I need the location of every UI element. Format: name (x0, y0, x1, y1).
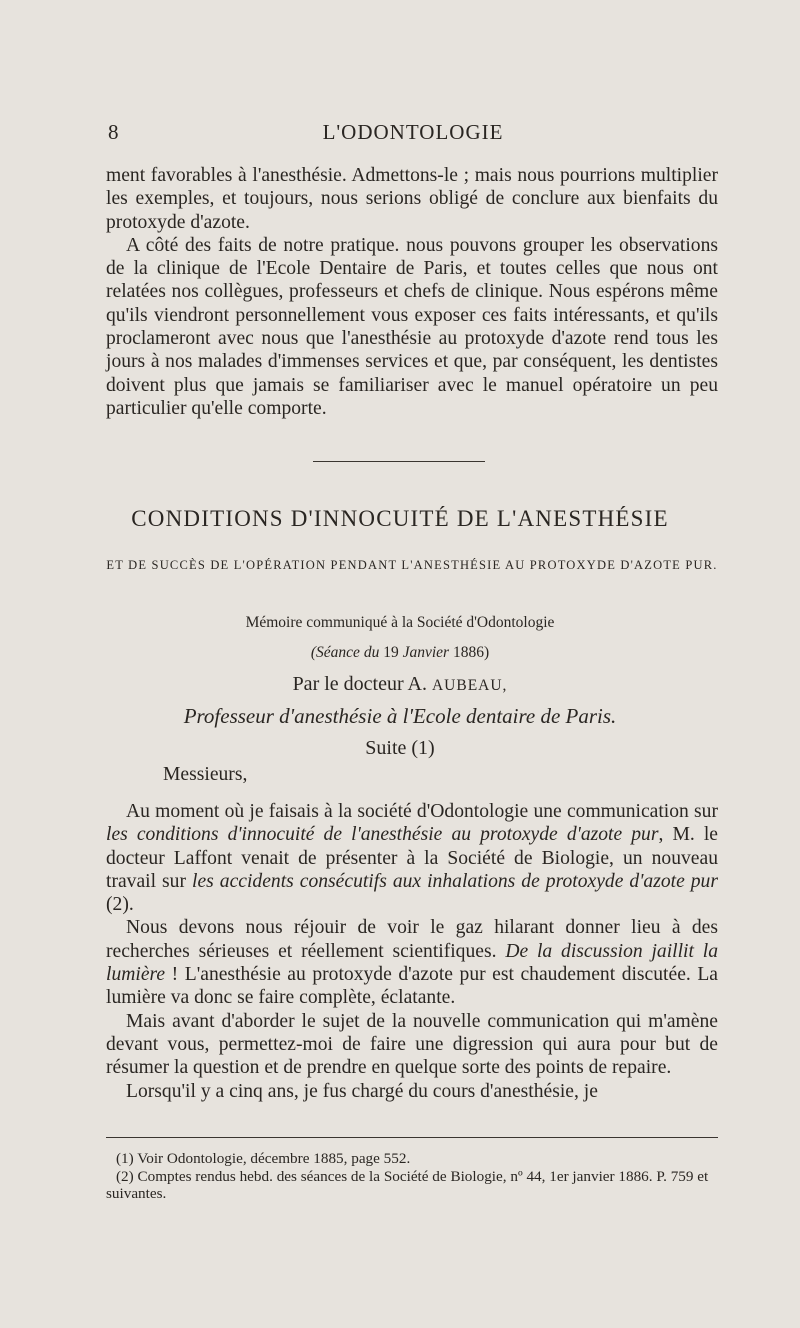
running-title: L'ODONTOLOGIE (322, 120, 504, 144)
italic-run: les accidents consécutifs aux inhalations de protoxyde d'azote pur (192, 870, 718, 892)
section-divider (313, 461, 485, 462)
footnote-2: (2) Comptes rendus hebd. des séances de la Société de Biologie, nº 44, 1er janvier 1886. P. 759 et suivantes. (106, 1167, 709, 1202)
salutation: Messieurs, (163, 764, 248, 785)
author-name: AUBEAU, (431, 677, 508, 694)
seance-month: Janvier (398, 644, 453, 661)
main-paragraph-1 (106, 800, 718, 916)
text-run: ! L'anesthésie au protoxyde d'azote pur est chaudement discutée. La lumière va donc se faire complète, éclatante. (106, 964, 718, 1009)
seance-date: 19 (383, 644, 399, 661)
text-run: , M. le docteur Laffont venait de présenter à la Société de Biologie, un nouveau travail sur (106, 824, 719, 892)
seance-line (80, 644, 720, 662)
italic-run: De la discussion jaillit la lumière (106, 940, 719, 986)
memoire-line: Mémoire communiqué à la Société d'Odontologie (245, 614, 555, 631)
suite-note: Suite (1) (365, 737, 435, 759)
seance-open: (Séance du (310, 644, 384, 661)
main-paragraph-3: Mais avant d'aborder le sujet de la nouvelle communication qui m'amène devant vous, permettez-moi de faire une digression qui aura pour but de résumer la question et de prendre en quelque sorte des points de repaire. (106, 1010, 718, 1079)
author-line (80, 673, 720, 696)
seance-year: 1886) (452, 644, 490, 661)
page-header (108, 120, 718, 150)
intro-text (106, 164, 718, 420)
intro-paragraph-1: ment favorables à l'anesthésie. Admettons-le ; mais nous pourrions multiplier les exemples, et toujours, nous serions obligé de conclure aux bienfaits du protoxyde d'azote. (106, 165, 718, 233)
main-paragraph-2 (106, 916, 718, 1009)
main-text (106, 800, 718, 1103)
author-prefix: Par le docteur A. (292, 673, 432, 695)
author-profession: Professeur d'anesthésie à l'Ecole dentaire de Paris. (183, 704, 617, 728)
article-subtitle: ET DE SUCCÈS DE L'OPÉRATION PENDANT L'ANESTHÉSIE AU PROTOXYDE D'AZOTE PUR. (106, 558, 718, 572)
text-run: (2). (106, 894, 134, 916)
footnote-1: (1) Voir Odontologie, décembre 1885, page 552. (116, 1150, 411, 1167)
main-paragraph-4: Lorsqu'il y a cinq ans, je fus chargé du cours d'anesthésie, je (126, 1080, 598, 1102)
text-run: Au moment où je faisais à la société d'Odontologie une communication sur (126, 801, 718, 822)
page-number: 8 (108, 120, 120, 144)
footnotes (106, 1150, 718, 1203)
intro-paragraph-2: A côté des faits de notre pratique. nous pouvons grouper les observations de la clinique de l'Ecole Dentaire de Paris, et toutes celles que nous ont relatées nos collègues, professeurs et chefs de clinique. Nous espérons même qu'ils viendront personnellement vous exposer ces faits intéressants, et qu'ils proclameront avec nous que l'anesthésie au protoxyde d'azote rend tous les jours à nos malades d'immenses services et que, par conséquent, les dentistes doivent plus que jamais se familiariser avec le manuel opératoire un peu particulier qu'elle comporte. (106, 234, 718, 419)
footnote-divider (106, 1137, 718, 1138)
article-title: CONDITIONS D'INNOCUITÉ DE L'ANESTHÉSIE (131, 506, 669, 531)
italic-run: les conditions d'innocuité de l'anesthésie au protoxyde d'azote pur (106, 824, 659, 846)
text-run: Nous devons nous réjouir de voir le gaz hilarant donner lieu à des recherches sérieuses et réellement scientifiques. (106, 917, 718, 962)
